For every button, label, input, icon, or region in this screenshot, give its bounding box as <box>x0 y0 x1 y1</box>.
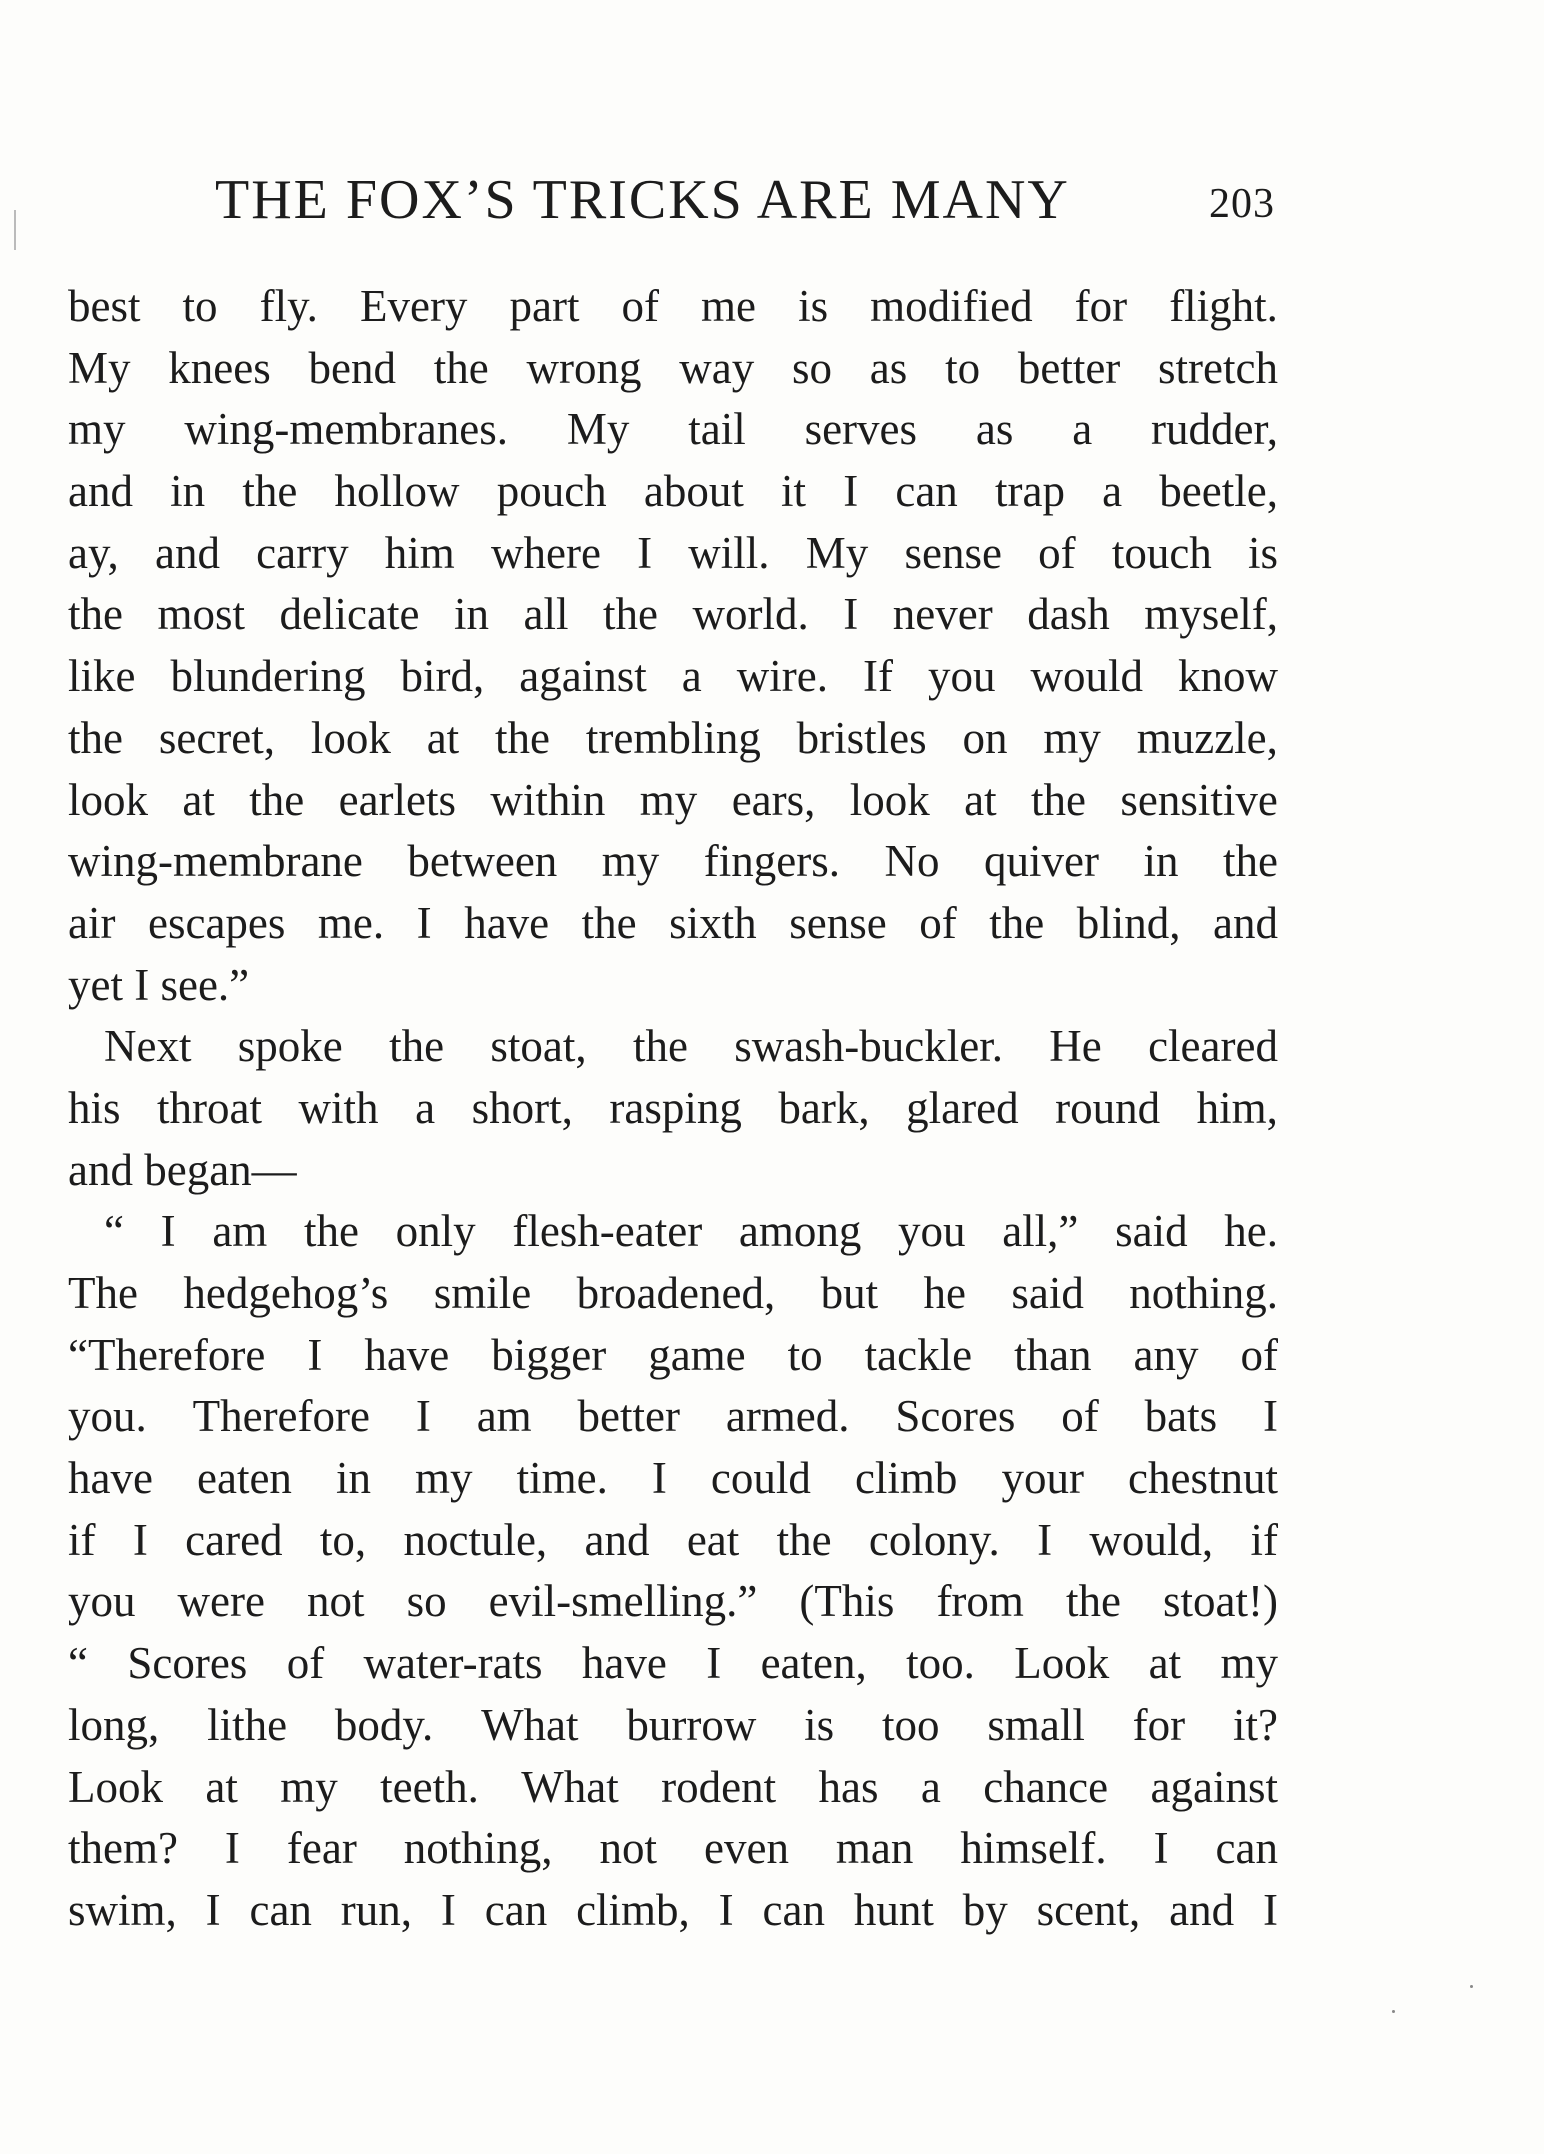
text-line: like blundering bird, against a wire. If you would know <box>68 651 1278 702</box>
text-line: you. Therefore I am better armed. Scores of bats I <box>68 1391 1278 1442</box>
text-line: my wing-membranes. My tail serves as a rudder, <box>68 404 1278 455</box>
text-line: best to fly. Every part of me is modified for flight. <box>68 281 1278 331</box>
text-line: Next spoke the stoat, the swash-buckler. He cleared <box>104 1021 1278 1072</box>
text-line: My knees bend the wrong way so as to better stretch <box>68 342 1278 393</box>
text-line: and began— <box>68 1144 297 1195</box>
paper-speck <box>14 210 16 250</box>
text-line: if I cared to, noctule, and eat the colony. I would, if <box>68 1514 1278 1565</box>
text-line: air escapes me. I have the sixth sense of the blind, and <box>68 897 1278 948</box>
text-line: them? I fear nothing, not even man himself. I can <box>68 1823 1278 1874</box>
text-line: “ I am the only flesh-eater among you all,” said he. <box>104 1206 1278 1257</box>
paper-speck <box>1392 2010 1395 2013</box>
text-line: long, lithe body. What burrow is too small for it? <box>68 1699 1278 1750</box>
text-line: have eaten in my time. I could climb your chestnut <box>68 1453 1278 1504</box>
running-title: THE FOX’S TRICKS ARE MANY <box>215 169 1070 231</box>
page-number: 203 <box>1209 181 1275 227</box>
body-text <box>68 276 1278 1942</box>
text-line: ay, and carry him where I will. My sense of touch is <box>68 527 1278 578</box>
text-line: swim, I can run, I can climb, I can hunt by scent, and I <box>68 1884 1278 1935</box>
text-line: “ Scores of water-rats have I eaten, too. Look at my <box>68 1638 1278 1689</box>
text-line: his throat with a short, rasping bark, glared round him, <box>68 1082 1278 1133</box>
text-line: The hedgehog’s smile broadened, but he said nothing. <box>68 1268 1278 1318</box>
text-line: and in the hollow pouch about it I can trap a beetle, <box>68 466 1278 517</box>
text-line: yet I see.” <box>68 959 250 1010</box>
text-line: “Therefore I have bigger game to tackle than any of <box>68 1329 1278 1380</box>
text-line: Look at my teeth. What rodent has a chance against <box>68 1761 1278 1812</box>
text-line: the secret, look at the trembling bristles on my muzzle, <box>68 712 1278 763</box>
text-line: wing-membrane between my fingers. No quiver in the <box>68 836 1278 887</box>
page-header <box>215 168 1275 248</box>
text-line: the most delicate in all the world. I never dash myself, <box>68 589 1278 640</box>
text-line: you were not so evil-smelling.” (This from the stoat!) <box>68 1576 1278 1627</box>
text-line: look at the earlets within my ears, look at the sensitive <box>68 774 1278 825</box>
paper-speck <box>1470 1985 1473 1988</box>
